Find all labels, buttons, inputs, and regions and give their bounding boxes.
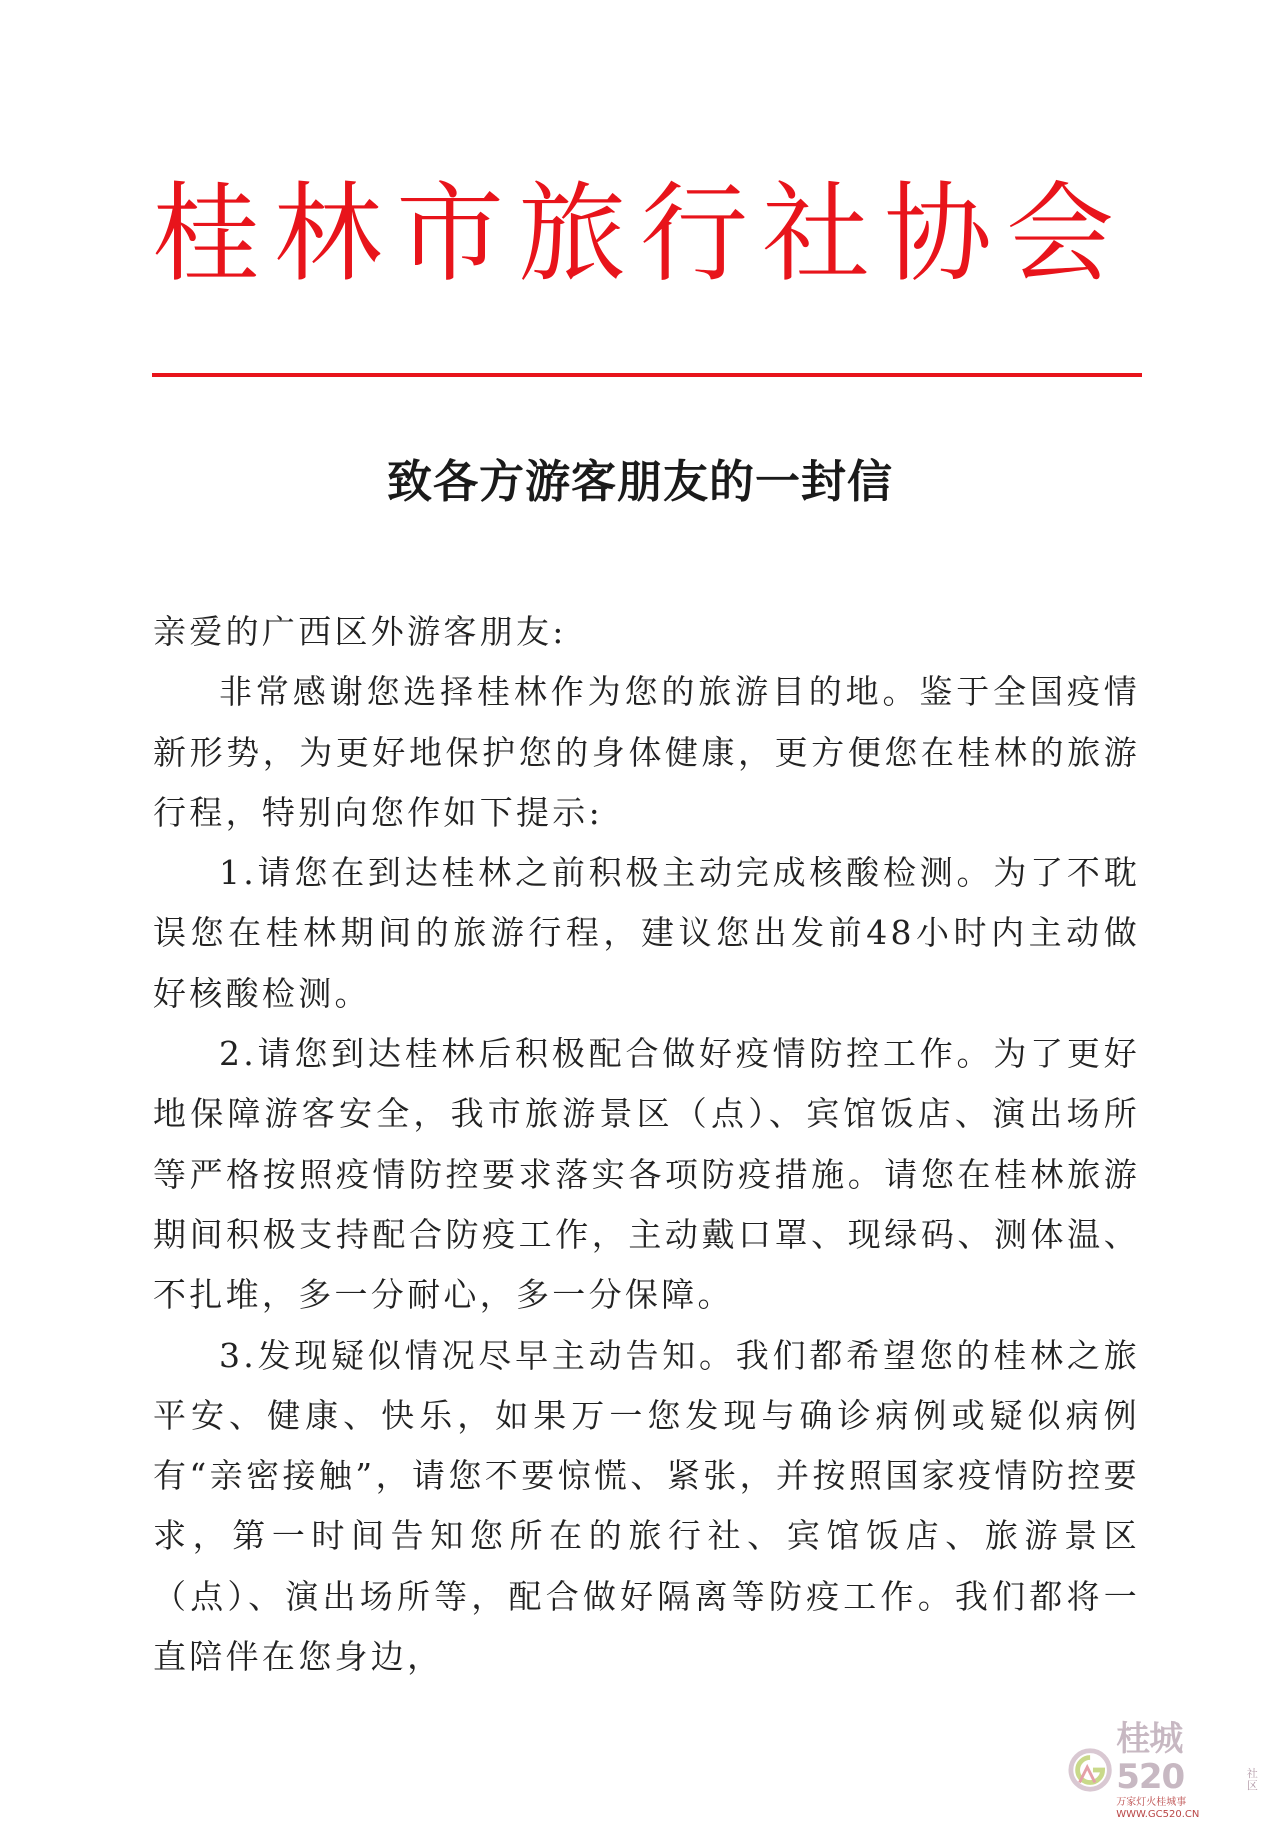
- site-watermark: [1068, 1718, 1268, 1820]
- letter-greeting: 亲爱的广西区外游客朋友:: [153, 612, 567, 651]
- header-divider: [152, 373, 1142, 377]
- letter-paragraph-item-2: 2.请您到达桂林后积极配合做好疫情防控工作。为了更好地保障游客安全，我市旅游景区（点）、宾馆饭店、演出场所等严格按照疫情防控要求落实各项防疫措施。请您在桂林旅游期间积极支持配合防疫工作，主动戴口罩、现绿码、测体温、不扎堆，多一分耐心，多一分保障。: [153, 1034, 1140, 1315]
- watermark-community: 社区: [1246, 1766, 1258, 1792]
- watermark-brand: 桂城520: [1116, 1718, 1185, 1797]
- letter-paragraph-item-3: 3.发现疑似情况尽早主动告知。我们都希望您的桂林之旅平安、健康、快乐，如果万一您发现与确诊病例或疑似病例有“亲密接触”，请您不要惊慌、紧张，并按照国家疫情防控要求，第一时间告知您所在的旅行社、宾馆饭店、旅游景区（点）、演出场所等，配合做好隔离等防疫工作。我们都将一直陪伴在您身边，: [153, 1335, 1140, 1677]
- watermark-tagline: 万家灯火桂城事 WWW.GC520.CN: [1116, 1796, 1200, 1820]
- organization-header: 桂林市旅行社协会: [151, 172, 1128, 297]
- letter-paragraph-item-1: 1.请您在到达桂林之前积极主动完成核酸检测。为了不耽误您在桂林期间的旅游行程，建议您出发前48小时内主动做好核酸检测。: [153, 853, 1140, 1013]
- letter-title: 致各方游客朋友的一封信: [386, 455, 893, 508]
- watermark-text: [1116, 1720, 1268, 1821]
- letter-paragraph-intro: 非常感谢您选择桂林作为您的旅游目的地。鉴于全国疫情新形势，为更好地保护您的身体健康，更方便您在桂林的旅游行程，特别向您作如下提示:: [153, 672, 1140, 832]
- letter-body: [153, 602, 1140, 1687]
- gc520-logo-icon: [1068, 1747, 1112, 1793]
